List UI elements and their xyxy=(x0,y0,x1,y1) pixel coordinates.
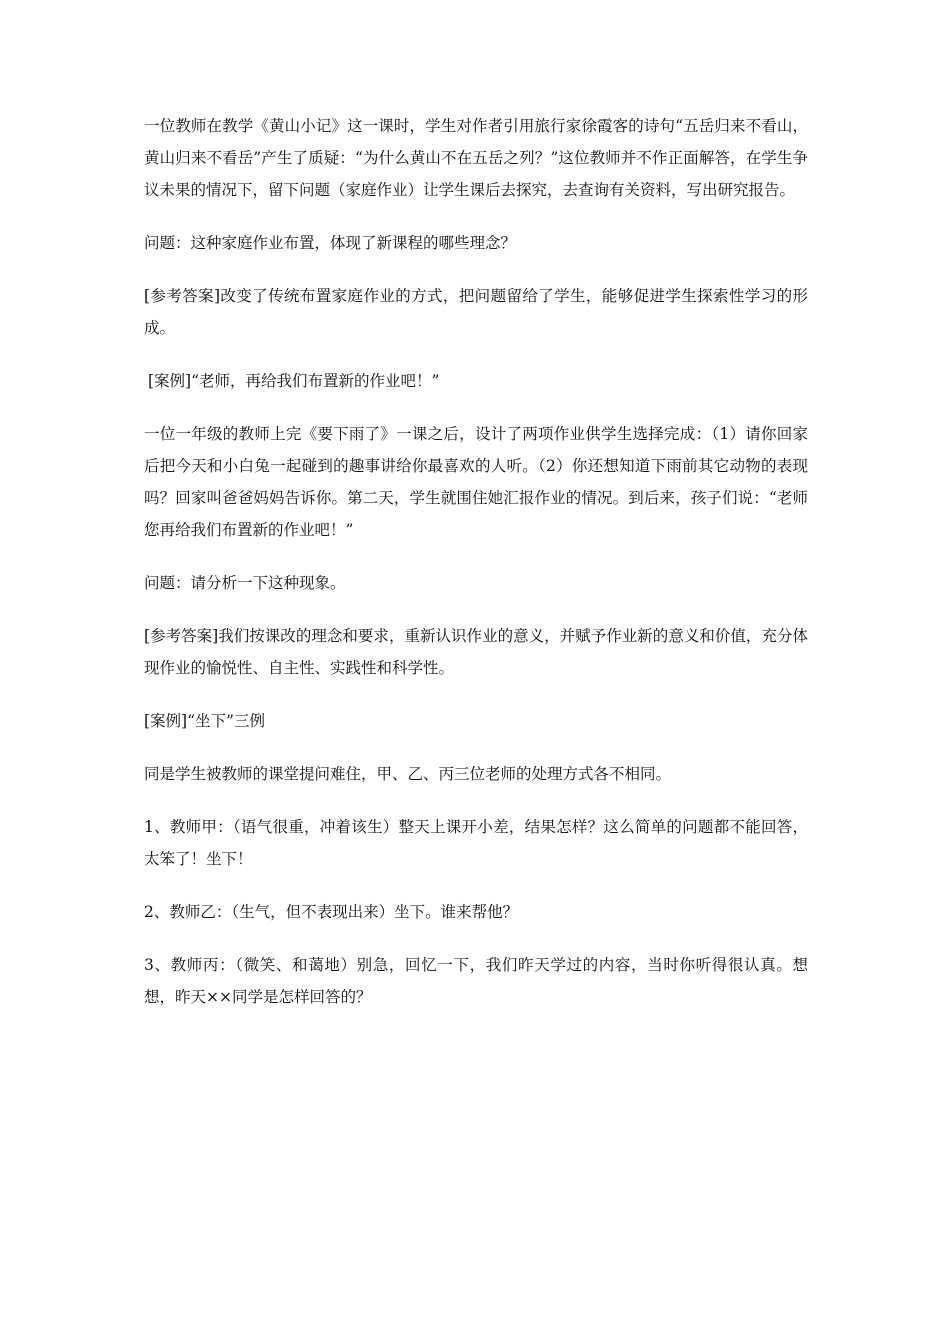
document-body xyxy=(144,110,808,1034)
case-1-answer: [参考答案]改变了传统布置家庭作业的方式，把问题留给了学生，能够促进学生探索性学习的形成。 xyxy=(144,287,808,337)
case-2-question: 问题：请分析一下这种现象。 xyxy=(144,574,346,592)
case-1-description: 一位教师在教学《黄山小记》这一课时，学生对作者引用旅行家徐霞客的诗句“五岳归来不看山，黄山归来不看岳”产生了质疑：“为什么黄山不在五岳之列？”这位教师并不作正面解答，在学生争议未果的情况下，留下问题（家庭作业）让学生课后去探究，去查询有关资料，写出研究报告。 xyxy=(144,117,808,199)
case-3-teacher-a: 1、教师甲：（语气很重，冲着该生）整天上课开小差，结果怎样？这么简单的问题都不能回答，太笨了！坐下！ xyxy=(144,818,808,868)
case-3-teacher-b: 2、教师乙：（生气，但不表现出来）坐下。谁来帮他？ xyxy=(144,903,519,921)
case-2-description: 一位一年级的教师上完《要下雨了》一课之后，设计了两项作业供学生选择完成：（1）请你回家后把今天和小白兔一起碰到的趣事讲给你最喜欢的人听。（2）你还想知道下雨前其它动物的表现吗？回家叫爸爸妈妈告诉你。第二天，学生就围住她汇报作业的情况。到后来，孩子们说：“老师您再给我们布置新的作业吧！” xyxy=(144,425,808,539)
case-2-answer: [参考答案]我们按课改的理念和要求，重新认识作业的意义，并赋予作业新的意义和价值，充分体现作业的愉悦性、自主性、实践性和科学性。 xyxy=(144,627,808,677)
case-2-title: [案例]“老师，再给我们布置新的作业吧！” xyxy=(148,372,440,390)
case-3-intro: 同是学生被教师的课堂提问难住，甲、乙、丙三位老师的处理方式各不相同。 xyxy=(144,765,672,783)
case-1-question: 问题：这种家庭作业布置，体现了新课程的哪些理念？ xyxy=(144,234,517,252)
case-3-teacher-c: 3、教师丙：（微笑、和蔼地）别急，回忆一下，我们昨天学过的内容，当时你听得很认真。想想，昨天××同学是怎样回答的？ xyxy=(144,956,808,1006)
case-3-title: [案例]“坐下”三例 xyxy=(144,712,265,730)
